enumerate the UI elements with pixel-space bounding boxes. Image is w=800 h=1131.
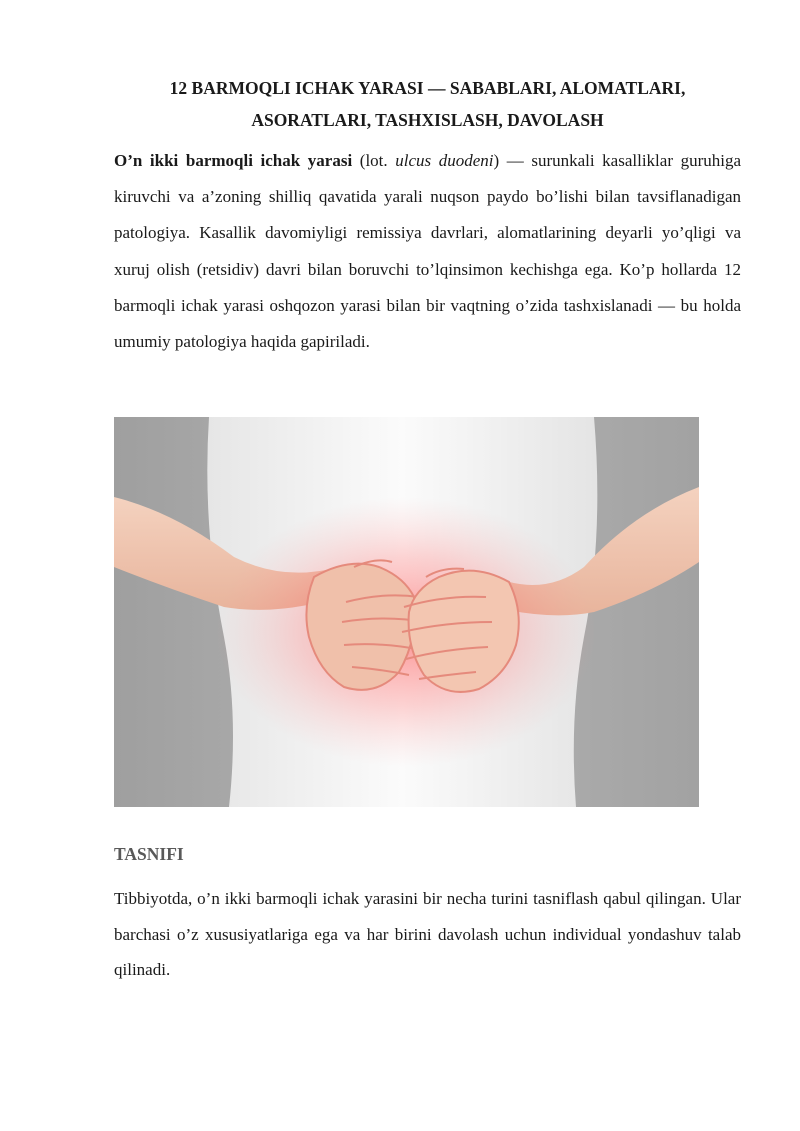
intro-latin-term: ulcus duodeni (395, 151, 494, 170)
intro-paragraph (114, 143, 741, 360)
document-title (114, 72, 741, 136)
intro-term: O’n ikki barmoqli ichak yarasi (114, 151, 353, 170)
intro-latin-prefix: (lot. (352, 151, 396, 170)
section-body-paragraph: Tibbiyotda, o’n ikki barmoqli ichak yarasini bir necha turini tasniflash qabul qilingan. Ular barchasi o’z xususiyatlariga ega va har birini davolash uchun individual yondashuv talab qilinadi. (114, 889, 741, 979)
stomach-pain-photo (114, 417, 699, 807)
title-line-2: ASORATLARI, TASHXISLASH, DAVOLASH (251, 110, 604, 130)
intro-rest: ) — surunkali kasalliklar guruhiga kiruvchi va a’zoning shilliq qavatida yarali nuqson paydo bo’lishi bilan tavsiflanadigan patologiya. Kasallik davomiyligi remissiya davrlari, alomatlarining deyarli yo’qligi va xuruj olish (retsidiv) davri bilan boruvchi to’lqinsimon kechishga ega. Ko’p hollarda 12 barmoqli ichak yarasi oshqozon yarasi bilan bir vaqtning o’zida tashxislanadi — bu holda umumiy patologiya haqida gapiriladi. (114, 151, 742, 352)
stomach-pain-illustration (114, 417, 699, 807)
title-line-1: 12 BARMOQLI ICHAK YARASI — SABABLARI, ALOMATLARI, (169, 78, 686, 98)
section-heading-tasnifi: TASNIFI (114, 844, 184, 864)
